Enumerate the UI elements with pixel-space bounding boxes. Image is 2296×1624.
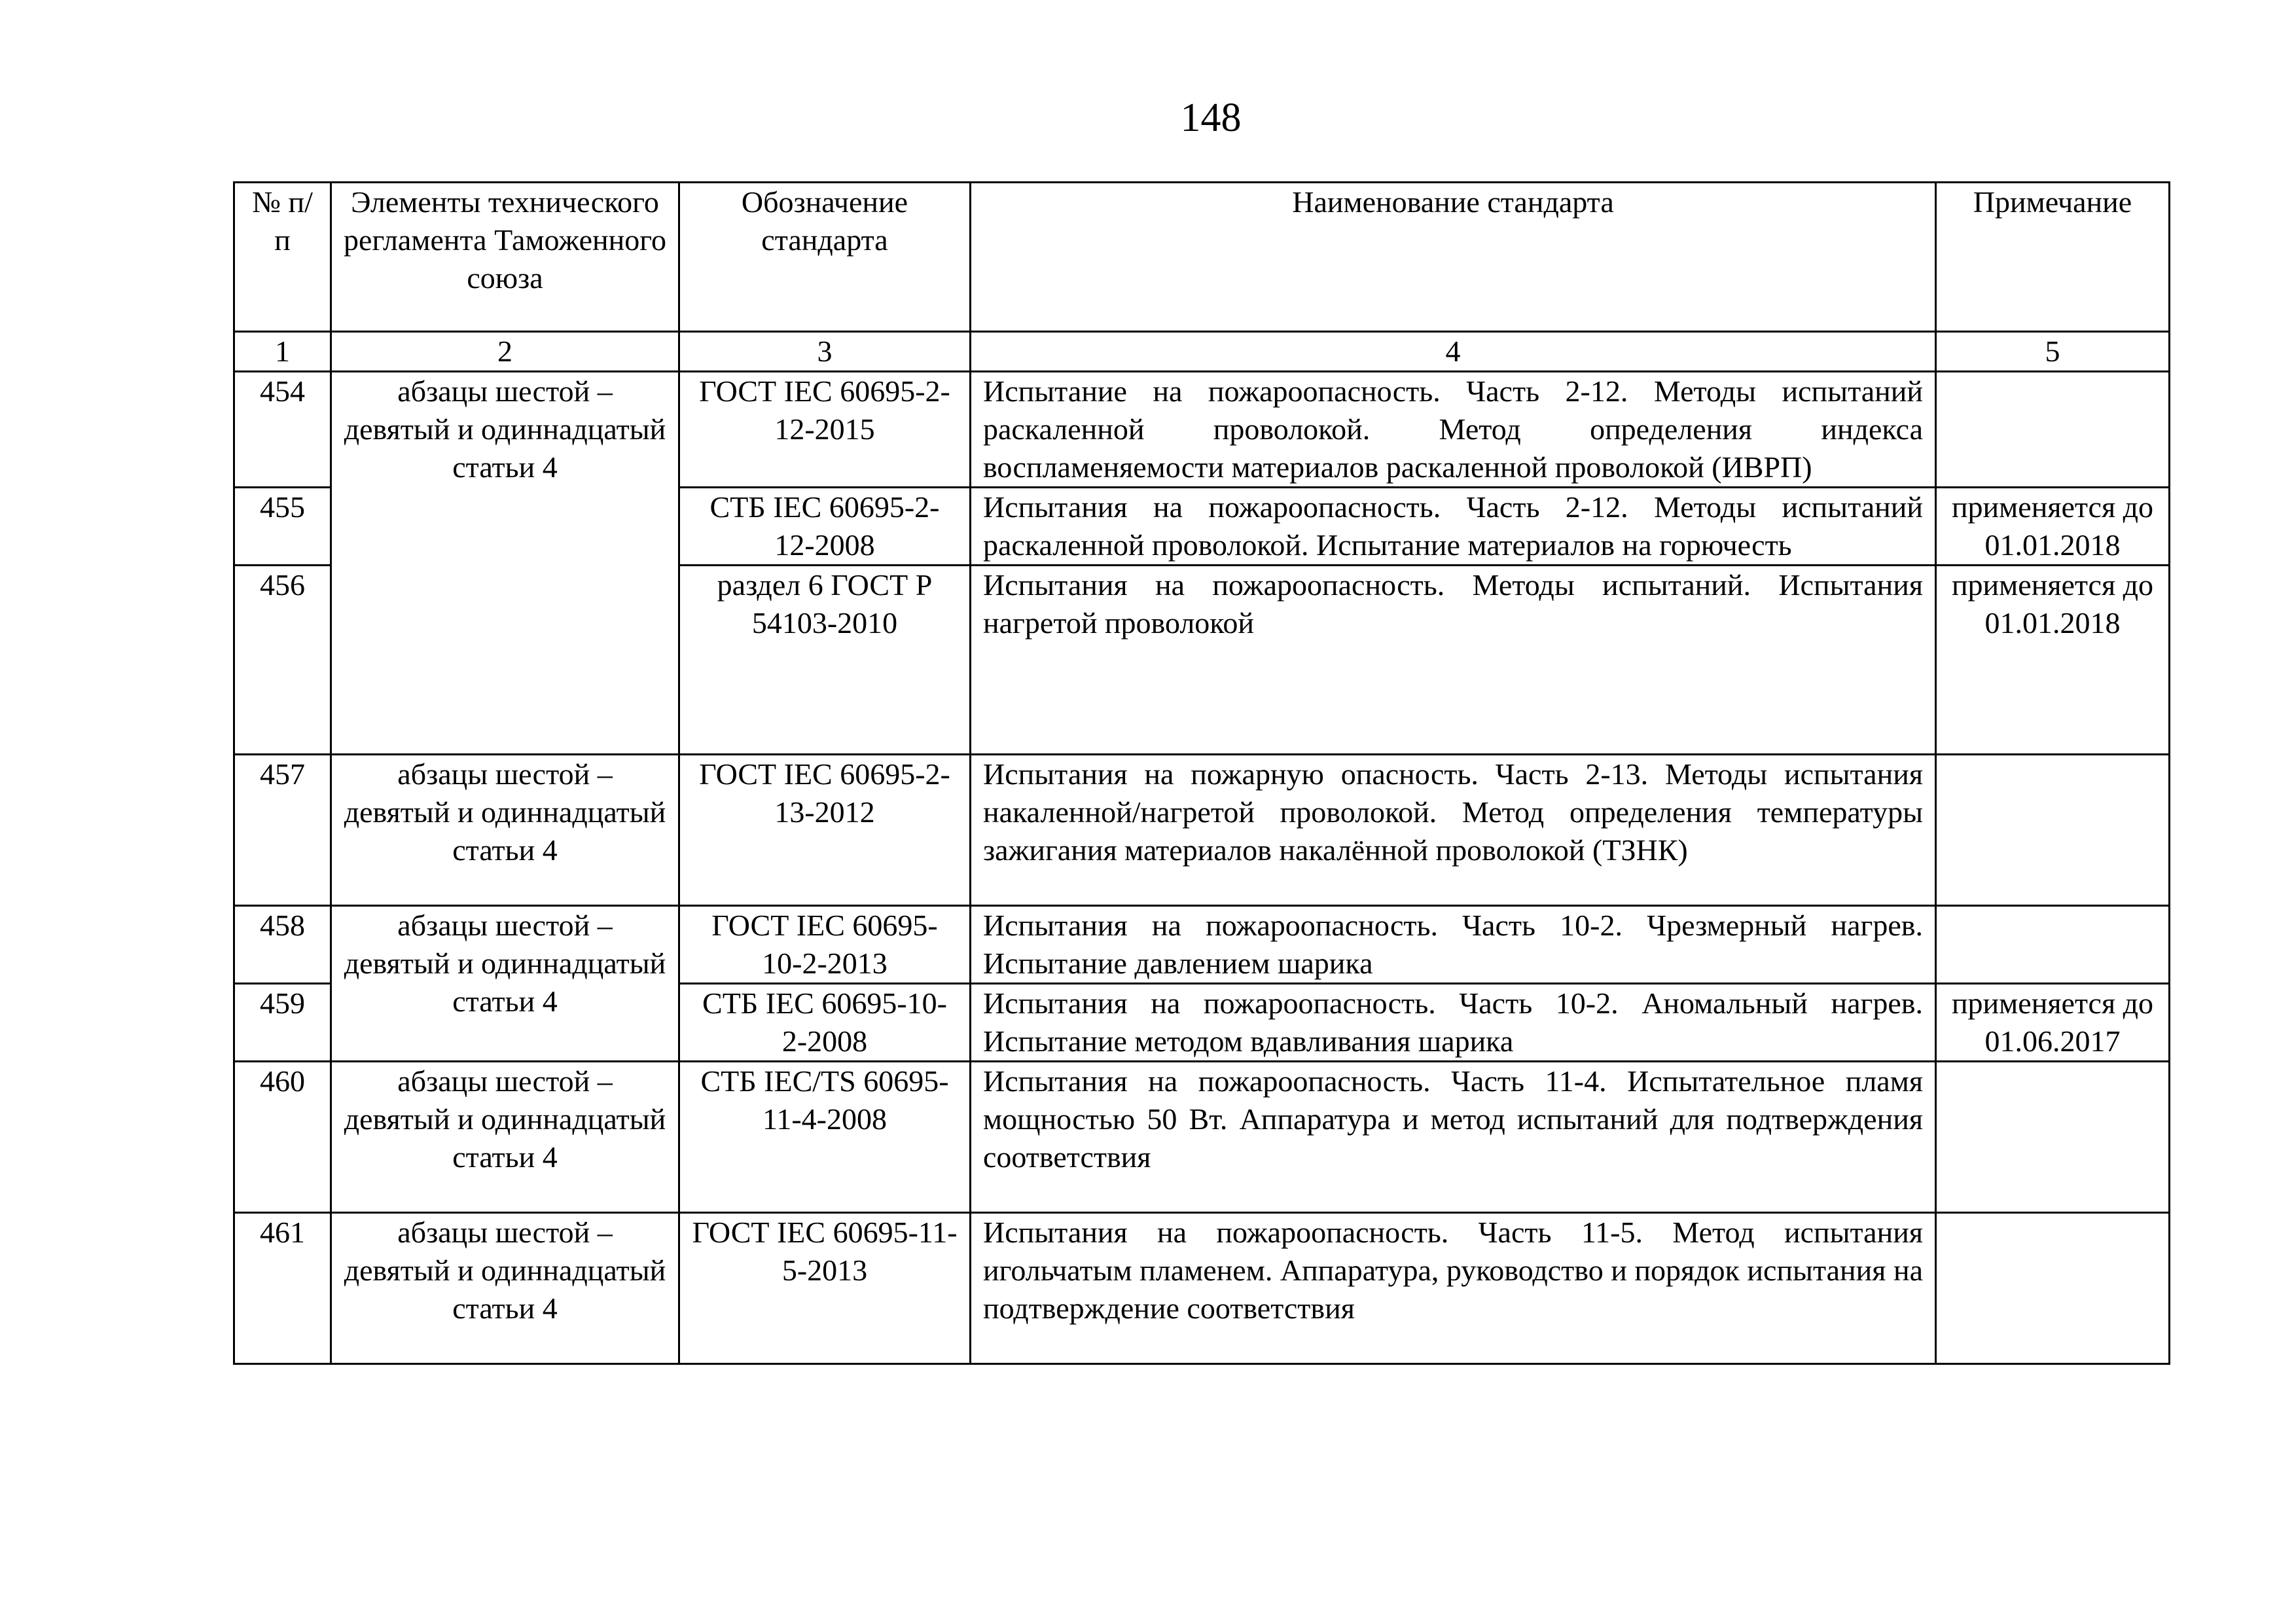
row-elements: абзацы шестой – девятый и одиннадцатый статьи 4	[331, 1062, 679, 1213]
row-note: применяется до 01.01.2018	[1936, 566, 2170, 755]
row-num: 461	[234, 1213, 331, 1364]
column-number: 5	[1936, 332, 2170, 372]
row-note	[1936, 372, 2170, 488]
table-row	[234, 906, 2170, 984]
row-designation: СТБ IEC/TS 60695-11-4-2008	[679, 1062, 971, 1213]
row-standard-name: Испытание на пожароопасность. Часть 2-12. Методы испытаний раскаленной проволокой. Метод определения индекса воспламеняемости материалов раскаленной проволокой (ИВРП)	[971, 372, 1936, 488]
table-row	[234, 1062, 2170, 1213]
row-elements: абзацы шестой – девятый и одиннадцатый статьи 4	[331, 1213, 679, 1364]
row-standard-name: Испытания на пожарную опасность. Часть 2-13. Методы испытания накаленной/нагретой проволокой. Метод определения температуры зажигания материалов накалённой проволокой (ТЗНК)	[971, 755, 1936, 906]
row-elements: абзацы шестой – девятый и одиннадцатый статьи 4	[331, 755, 679, 906]
column-number: 3	[679, 332, 971, 372]
table-header-row	[234, 183, 2170, 332]
row-designation: раздел 6 ГОСТ Р 54103-2010	[679, 566, 971, 755]
header-num: № п/п	[234, 183, 331, 332]
row-num: 457	[234, 755, 331, 906]
row-num: 454	[234, 372, 331, 488]
row-designation: СТБ IEC 60695-2-12-2008	[679, 488, 971, 566]
row-note: применяется до 01.06.2017	[1936, 984, 2170, 1062]
row-standard-name: Испытания на пожароопасность. Часть 10-2. Чрезмерный нагрев. Испытание давлением шарика	[971, 906, 1936, 984]
table-row	[234, 755, 2170, 906]
header-elements: Элементы технического регламента Таможенного союза	[331, 183, 679, 332]
column-number: 4	[971, 332, 1936, 372]
row-num: 460	[234, 1062, 331, 1213]
row-standard-name: Испытания на пожароопасность. Методы испытаний. Испытания нагретой проволокой	[971, 566, 1936, 755]
row-designation: СТБ IEC 60695-10-2-2008	[679, 984, 971, 1062]
row-standard-name: Испытания на пожароопасность. Часть 11-5. Метод испытания игольчатым пламенем. Аппаратура, руководство и порядок испытания на подтверждение соответствия	[971, 1213, 1936, 1364]
row-elements: абзацы шестой – девятый и одиннадцатый статьи 4	[331, 906, 679, 1062]
standards-table	[233, 181, 2170, 1365]
row-note: применяется до 01.01.2018	[1936, 488, 2170, 566]
row-designation: ГОСТ IEC 60695-11-5-2013	[679, 1213, 971, 1364]
column-number: 2	[331, 332, 679, 372]
table-row	[234, 372, 2170, 488]
column-number: 1	[234, 332, 331, 372]
row-num: 458	[234, 906, 331, 984]
row-note	[1936, 755, 2170, 906]
column-number-row	[234, 332, 2170, 372]
row-elements: абзацы шестой – девятый и одиннадцатый статьи 4	[331, 372, 679, 755]
row-note	[1936, 906, 2170, 984]
row-num: 459	[234, 984, 331, 1062]
header-name: Наименование стандарта	[971, 183, 1936, 332]
row-num: 455	[234, 488, 331, 566]
header-designation: Обозначение стандарта	[679, 183, 971, 332]
row-note	[1936, 1062, 2170, 1213]
row-standard-name: Испытания на пожароопасность. Часть 2-12. Методы испытаний раскаленной проволокой. Испытание материалов на горючесть	[971, 488, 1936, 566]
row-note	[1936, 1213, 2170, 1364]
row-standard-name: Испытания на пожароопасность. Часть 10-2. Аномальный нагрев. Испытание методом вдавливания шарика	[971, 984, 1936, 1062]
row-designation: ГОСТ IEC 60695-2-13-2012	[679, 755, 971, 906]
row-designation: ГОСТ IEC 60695-10-2-2013	[679, 906, 971, 984]
header-note: Примечание	[1936, 183, 2170, 332]
row-standard-name: Испытания на пожароопасность. Часть 11-4. Испытательное пламя мощностью 50 Вт. Аппаратура и метод испытаний для подтверждения соответствия	[971, 1062, 1936, 1213]
row-num: 456	[234, 566, 331, 755]
page-number: 148	[1180, 96, 1242, 140]
row-designation: ГОСТ IEC 60695-2-12-2015	[679, 372, 971, 488]
table-row	[234, 1213, 2170, 1364]
